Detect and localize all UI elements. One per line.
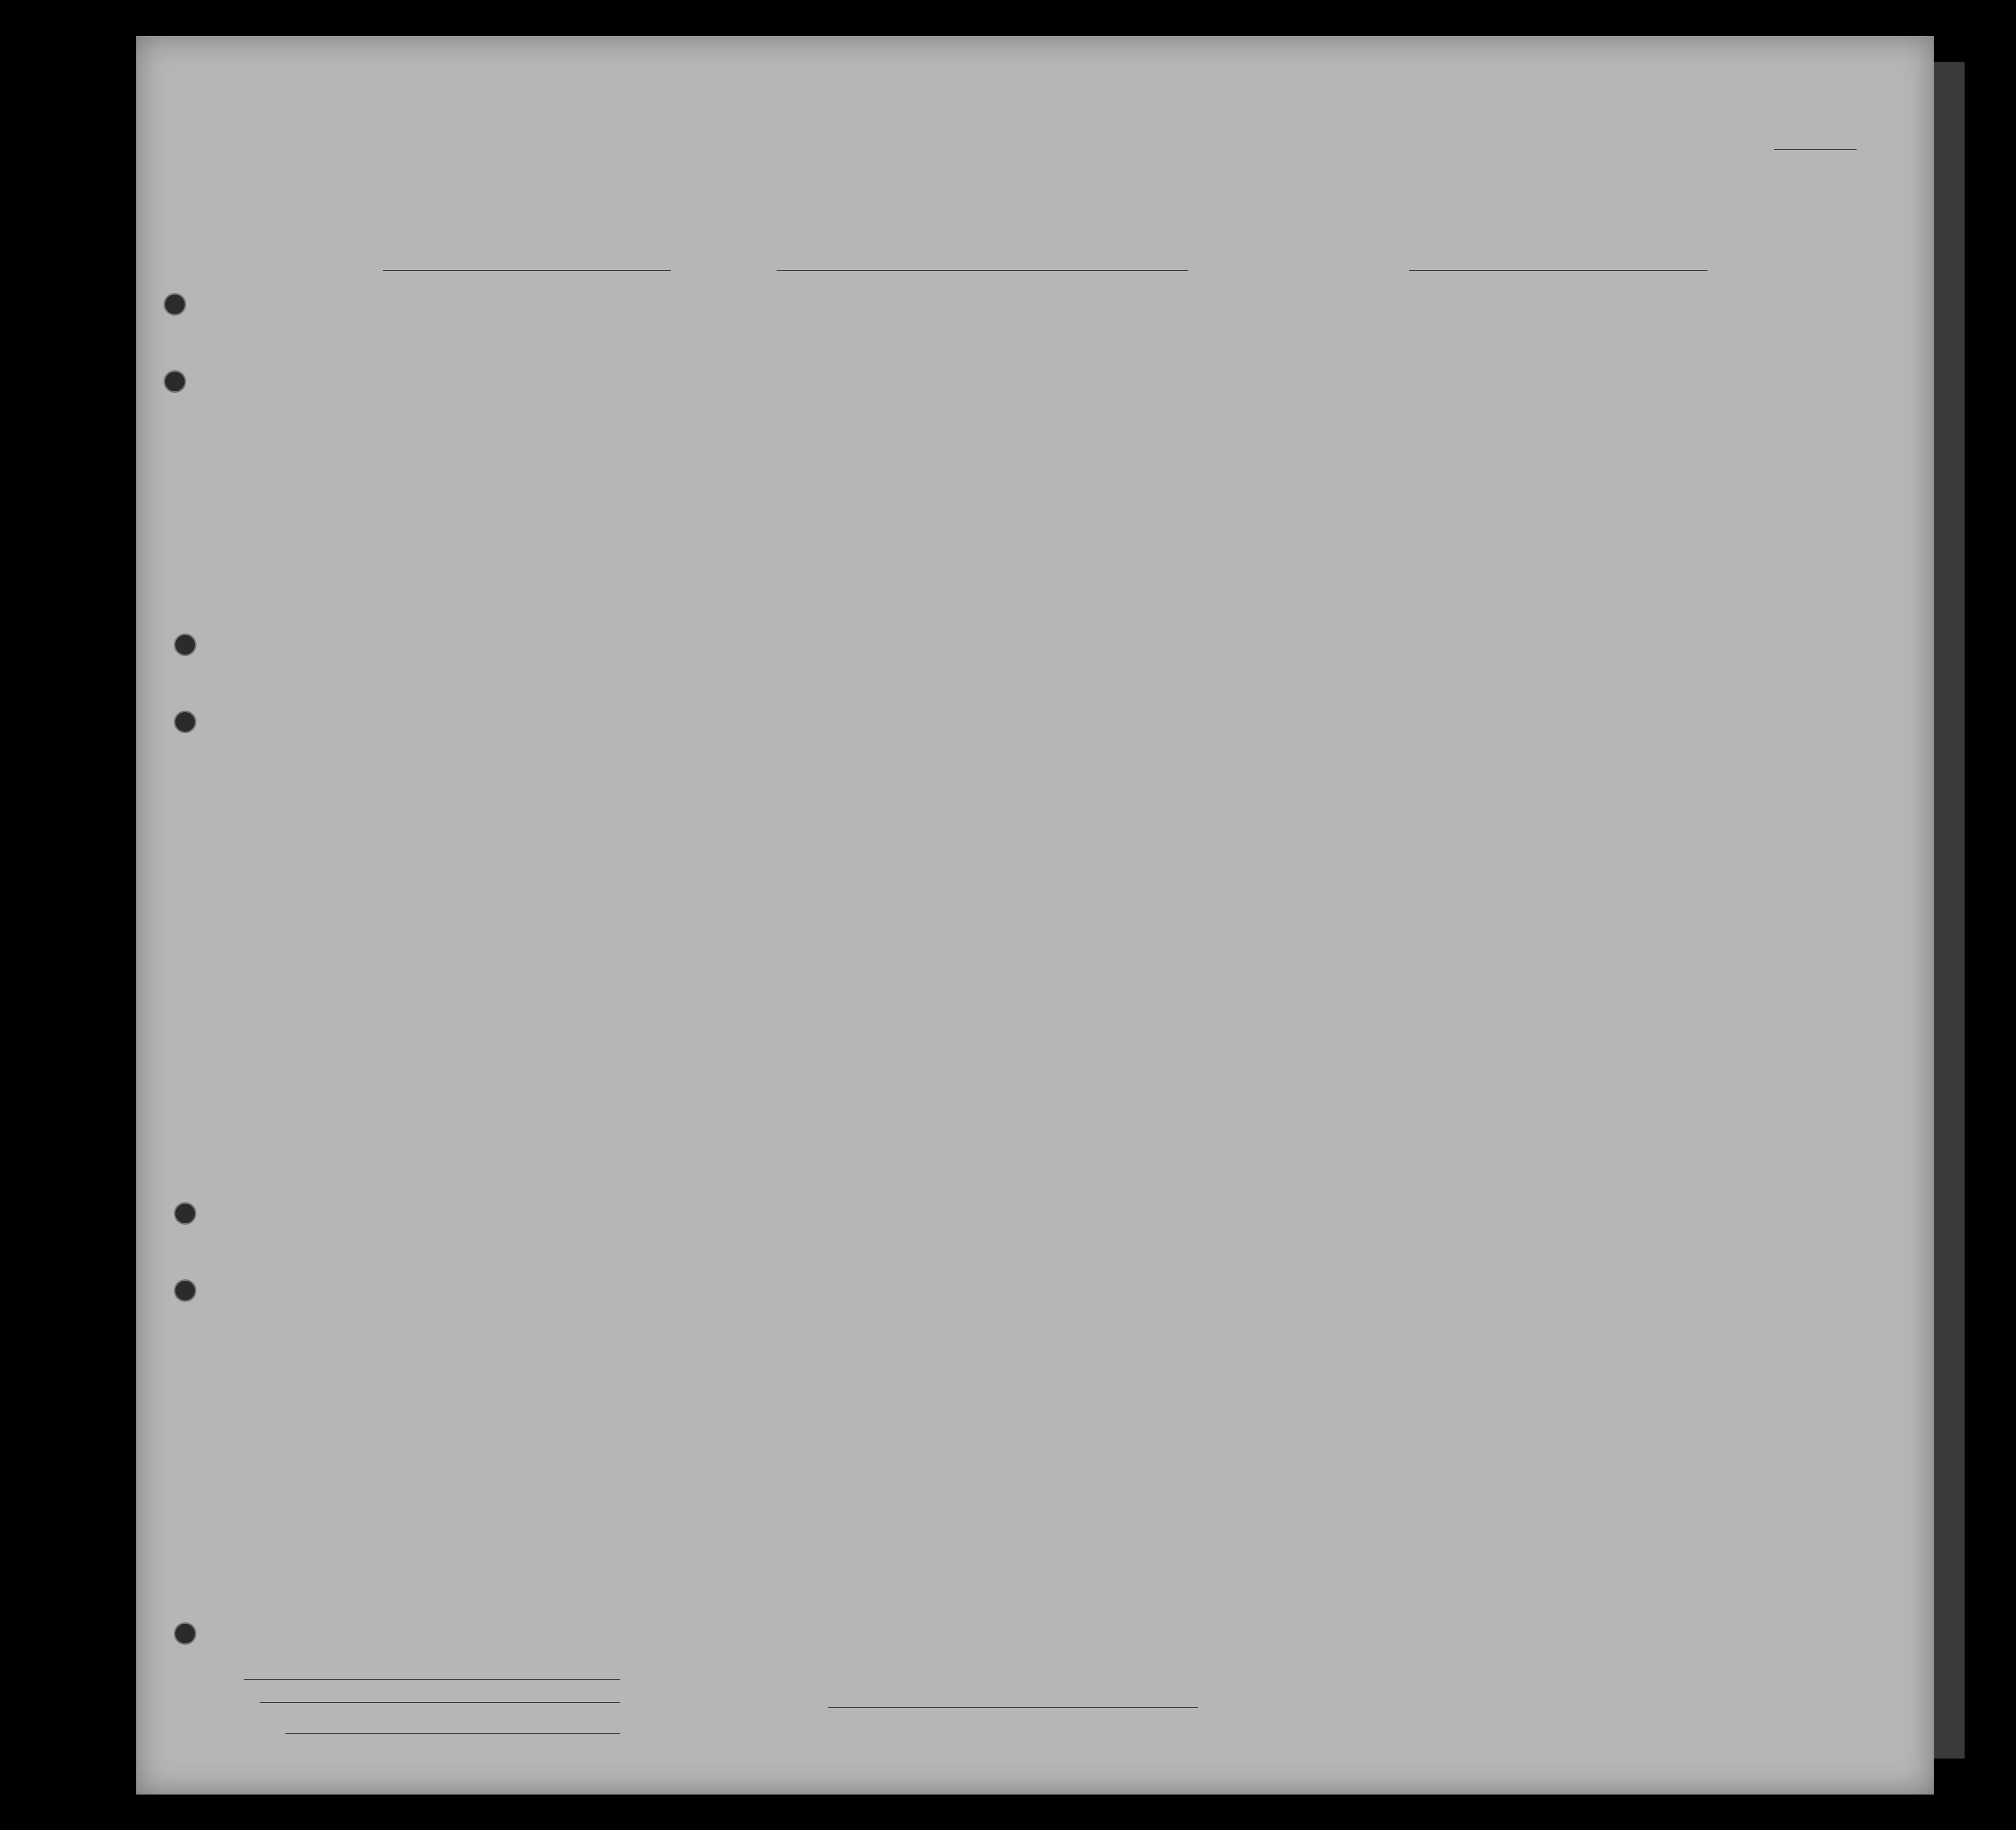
agents-underline [285,1733,620,1734]
line-underline [244,1679,620,1680]
signature-underline [828,1707,1198,1708]
owners-underline [260,1702,620,1703]
